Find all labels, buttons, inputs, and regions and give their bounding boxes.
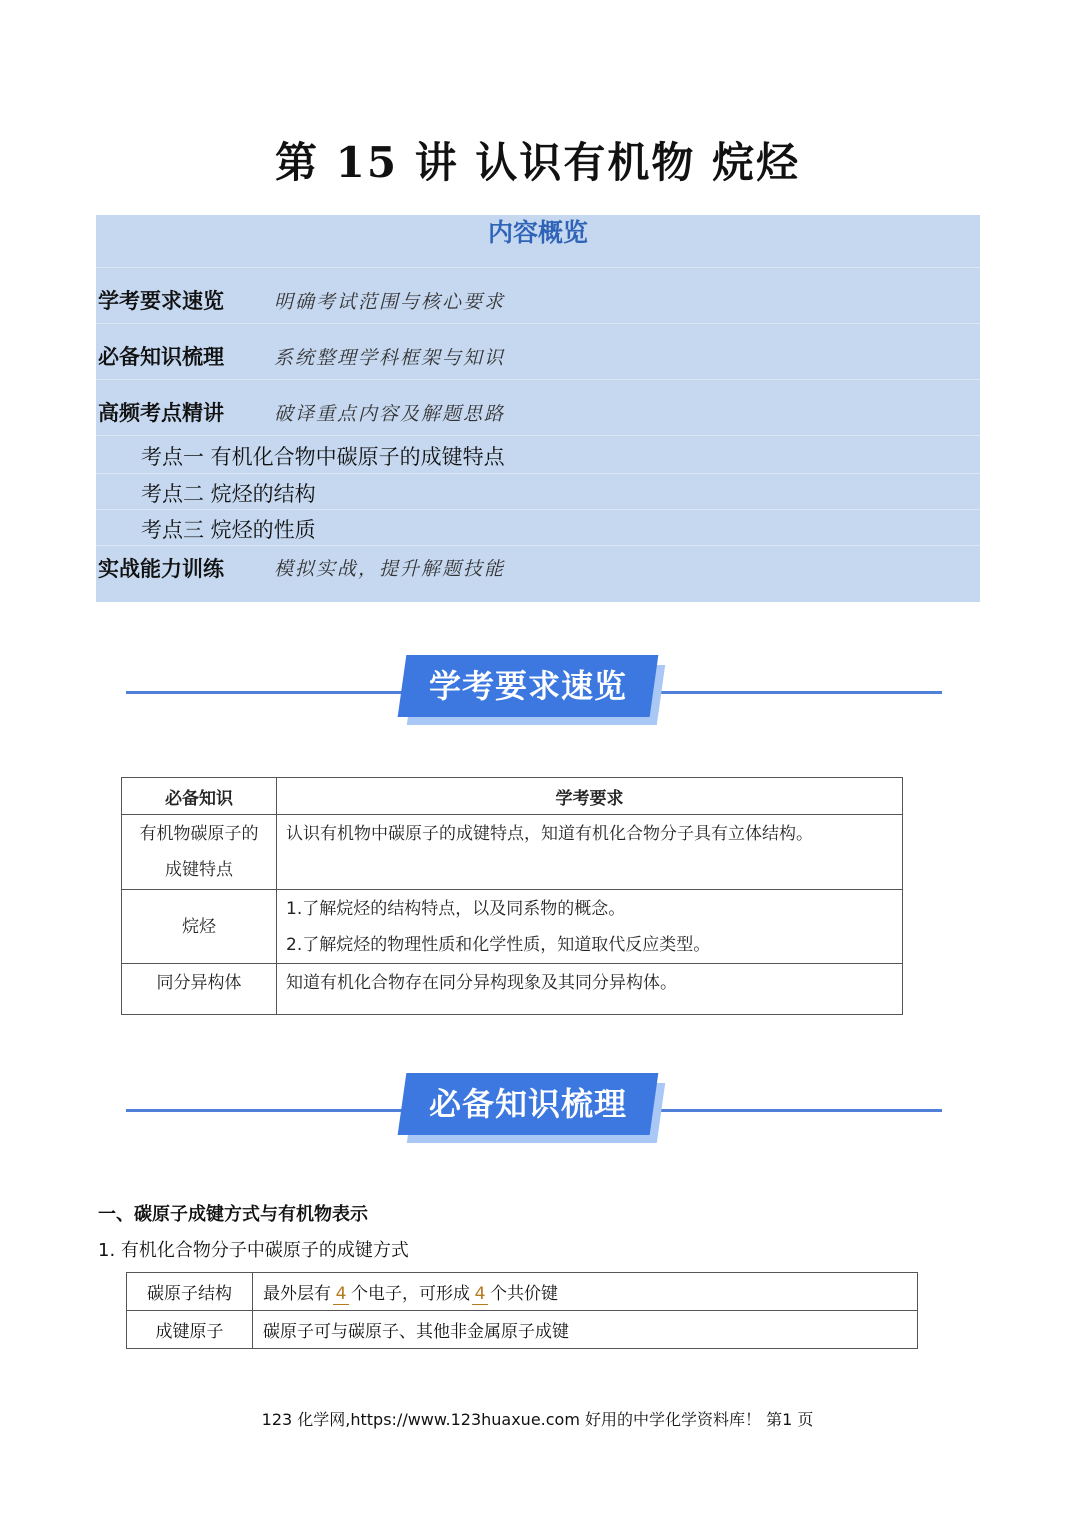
overview-point: 考点三 烷烃的性质 [141,518,316,542]
table-cell-content [253,1273,918,1311]
text-fragment: 个共价键 [490,1283,558,1304]
page-title: 第 15 讲 认识有机物 烷烃 [275,138,800,187]
table-cell-label: 成键原子 [127,1311,253,1349]
bonding-table [126,1272,918,1349]
overview-heading: 内容概览 [96,215,980,268]
table-header-cell: 学考要求 [277,778,903,815]
overview-point-row [96,473,980,510]
table-row [127,1273,918,1311]
table-header-cell: 必备知识 [122,778,277,815]
page-footer: 123 化学网,https://www.123huaxue.com 好用的中学化学资料库！ 第1 页 [261,1410,814,1429]
table-cell-topic [122,815,277,890]
section-banner-knowledge [126,1073,942,1153]
overview-row [96,267,980,324]
table-row [122,890,903,964]
section-banner-requirements [126,655,942,735]
table-cell-requirement [277,815,903,890]
table-cell-topic [122,890,277,964]
overview-point: 考点二 烷烃的结构 [141,482,316,506]
banner-text: 学考要求速览 [428,667,627,705]
overview-section-desc: 破译重点内容及解题思路 [274,403,506,425]
overview-row [96,379,980,436]
section-heading: 一、碳原子成键方式与有机物表示 [98,1204,368,1225]
overview-section-label: 高频考点精讲 [98,401,224,425]
table-header-row [122,778,903,815]
cell-line: 成键特点 [165,860,233,880]
overview-section-desc: 模拟实战，提升解题技能 [274,558,506,580]
table-cell-content: 碳原子可与碳原子、其他非金属原子成键 [253,1311,918,1349]
text-fragment: 最外层有 [263,1283,331,1304]
overview-section-desc: 系统整理学科框架与知识 [274,347,506,369]
cell-line: 认识有机物中碳原子的成键特点，知道有机化合物分子具有立体结构。 [286,824,813,844]
table-cell-requirement [277,964,903,1015]
content-overview-box [96,215,980,602]
requirements-table [121,777,903,1015]
overview-point-row [96,509,980,546]
overview-point: 考点一 有机化合物中碳原子的成键特点 [141,445,505,469]
subsection-heading: 1. 有机化合物分子中碳原子的成键方式 [98,1240,409,1261]
overview-point-row [96,435,980,474]
overview-section-label: 实战能力训练 [98,557,224,581]
overview-row [96,545,980,601]
table-row [127,1311,918,1349]
table-cell-label: 碳原子结构 [127,1273,253,1311]
table-cell-requirement [277,890,903,964]
overview-section-label: 学考要求速览 [98,289,224,313]
cell-line: 同分异构体 [156,973,242,993]
overview-section-label: 必备知识梳理 [98,345,224,369]
table-row [122,815,903,890]
cell-line: 1.了解烷烃的结构特点，以及同系物的概念。 [286,899,626,919]
table-row [122,964,903,1015]
cell-line: 2.了解烷烃的物理性质和化学性质，知道取代反应类型。 [286,935,711,955]
fill-blank-answer: 4 [333,1284,349,1305]
table-cell-topic [122,964,277,1015]
fill-blank-answer: 4 [472,1284,488,1305]
cell-line: 烷烃 [182,917,216,937]
text-fragment: 个电子，可形成 [351,1283,470,1304]
banner-text: 必备知识梳理 [428,1085,627,1123]
cell-line: 有机物碳原子的 [139,824,259,844]
cell-line: 知道有机化合物存在同分异构现象及其同分异构体。 [286,973,677,993]
overview-section-desc: 明确考试范围与核心要求 [274,291,506,313]
overview-row [96,323,980,380]
